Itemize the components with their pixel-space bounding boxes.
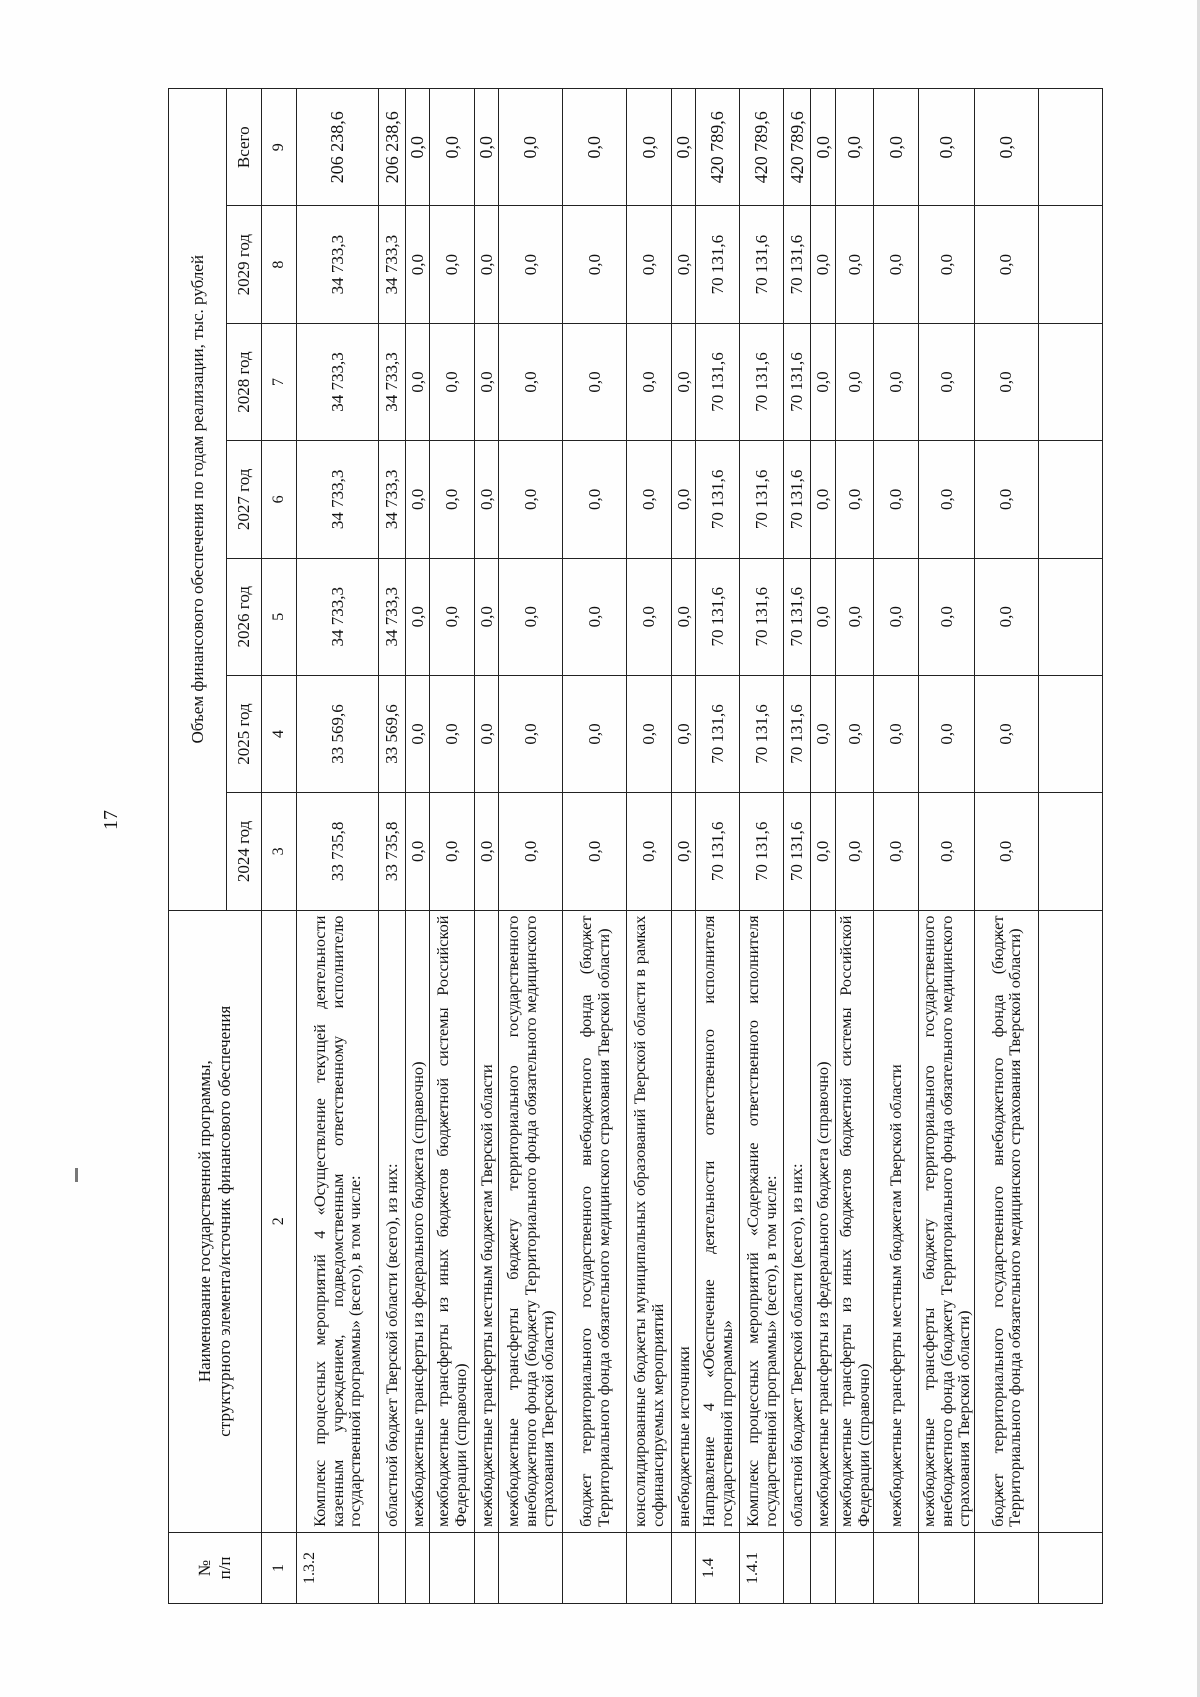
table-row: межбюджетные трансферты из иных бюджетов бюджетной системы Российской Федерации (справочно) 0,0 0,0 0,0 0,0 0,0 0,0 0,0 (836, 89, 874, 1604)
table-row: межбюджетные трансферты из федерального бюджета (справочно) 0,0 0,0 0,0 0,0 0,0 0,0 0,0 (406, 89, 430, 1604)
column-header-financing: Объем финансового обеспечения по годам реализации, тыс. рублей (169, 89, 227, 911)
year-header: 2024 год (227, 793, 262, 910)
table-row: областной бюджет Тверской области (всего), из них: 33 735,8 33 569,6 34 733,3 34 733,3 34 733,3 34 733,3 206 238,6 (379, 89, 406, 1604)
table-row: межбюджетные трансферты местным бюджетам Тверской области 0,0 0,0 0,0 0,0 0,0 0,0 0,0 (475, 89, 499, 1604)
year-header: 2025 год (227, 675, 262, 792)
financing-table (168, 88, 1103, 1604)
column-header-number: № п/п (169, 1532, 262, 1603)
year-header: 2027 год (227, 441, 262, 558)
table-row: бюджет территориального государственного внебюджетного фонда (бюджет Территориального фонда обязательного медицинского страхования Тверской области) 0,0 0,0 0,0 0,0 0,0 0,0 0,0 (563, 89, 627, 1604)
table-row: межбюджетные трансферты местным бюджетам Тверской области 0,0 0,0 0,0 0,0 0,0 0,0 0,0 (874, 89, 919, 1604)
column-header-name: Наименование государственной программы, структурного элемента/источник финансового обеспечения (169, 910, 262, 1532)
scan-artifact (75, 1168, 78, 1182)
table-row: межбюджетные трансферты из федерального бюджета (справочно) 0,0 0,0 0,0 0,0 0,0 0,0 0,0 (811, 89, 836, 1604)
table-row (1038, 89, 1102, 1604)
table-row: внебюджетные источники 0,0 0,0 0,0 0,0 0,0 0,0 0,0 (672, 89, 696, 1604)
table-row: 1.4.1 Комплекс процессных мероприятий «Содержание ответственного исполнителя государственной программы» (всего), в том числе: 70 131,6 70 131,6 70 131,6 70 131,6 70 131,6 70 131,6 420 789,6 (740, 89, 784, 1604)
financing-table-rotated (168, 88, 1068, 1604)
table-row: межбюджетные трансферты бюджету территориального государственного внебюджетного фонда (бюджету Территориального фонда обязательного медицинского страхования Тверской области) 0,0 0,0 0,0 0,0 0,0 0,0 0,0 (499, 89, 563, 1604)
table-row: консолидированные бюджеты муниципальных образований Тверской области в рамках софинансируемых мероприятий 0,0 0,0 0,0 0,0 0,0 0,0 0,0 (627, 89, 672, 1604)
year-header: 2029 год (227, 206, 262, 323)
table-row: межбюджетные трансферты из иных бюджетов бюджетной системы Российской Федерации (справочно) 0,0 0,0 0,0 0,0 0,0 0,0 0,0 (430, 89, 475, 1604)
column-index-row: 1 2 3 4 5 6 7 8 9 (262, 89, 297, 1604)
table-row: бюджет территориального государственного внебюджетного фонда (бюджет Территориального фонда обязательного медицинского страхования Тверской области) 0,0 0,0 0,0 0,0 0,0 0,0 0,0 (974, 89, 1038, 1604)
total-header: Всего (227, 89, 262, 207)
table-row: межбюджетные трансферты бюджету территориального государственного внебюджетного фонда (бюджету Территориального фонда обязательного медицинского страхования Тверской области) 0,0 0,0 0,0 0,0 0,0 0,0 0,0 (919, 89, 975, 1604)
table-row: областной бюджет Тверской области (всего), из них: 70 131,6 70 131,6 70 131,6 70 131,6 70 131,6 70 131,6 420 789,6 (784, 89, 811, 1604)
table-row: 1.3.2 Комплекс процессных мероприятий 4 «Осуществление текущей деятельности казенным учреждением, подведомственным ответственному исполнителю государственной программы» (всего), в том числе: 33 735,8 33 569,6 34 733,3 34 733,3 34 733,3 34 733,3 206 238,6 (297, 89, 379, 1604)
year-header: 2026 год (227, 558, 262, 675)
year-header: 2028 год (227, 323, 262, 440)
table-row: 1.4 Направление 4 «Обеспечение деятельности ответственного исполнителя государственной программы» 70 131,6 70 131,6 70 131,6 70 131,6 70 131,6 70 131,6 420 789,6 (696, 89, 740, 1604)
page-number: 17 (100, 810, 122, 830)
